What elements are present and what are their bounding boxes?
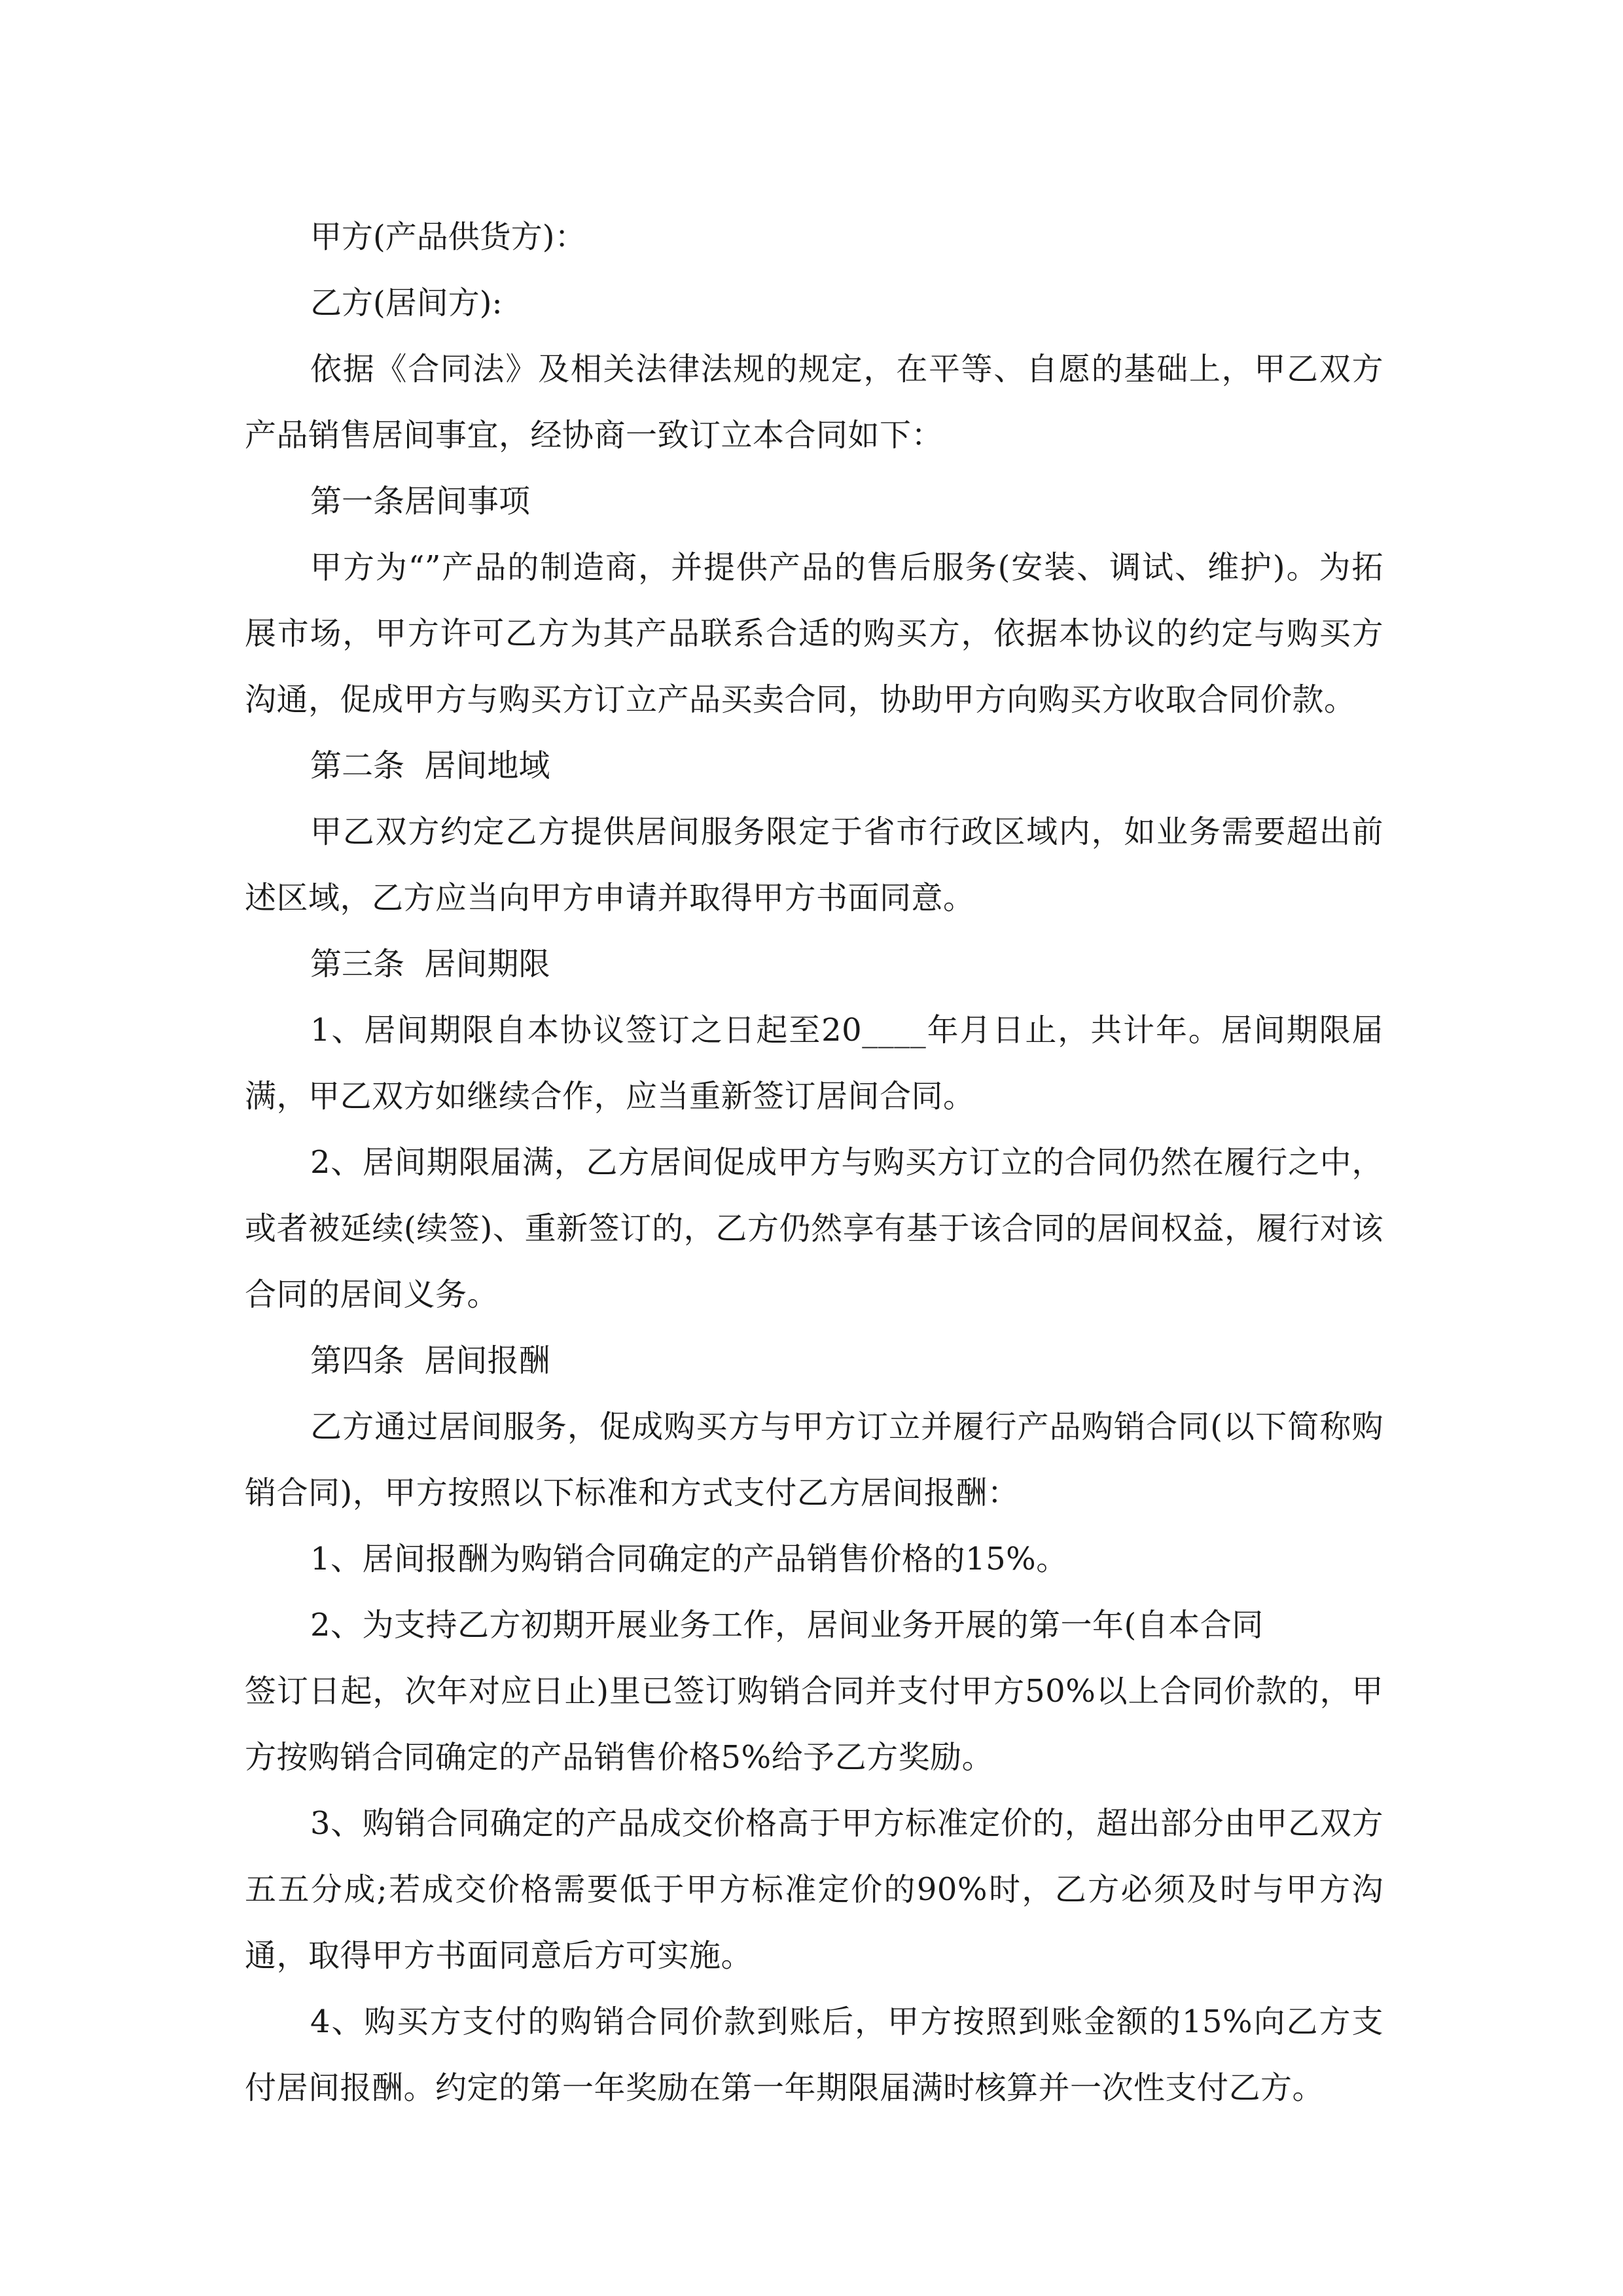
party-a-line: 甲方(产品供货方)：	[310, 219, 586, 255]
article-4-title: 第四条 居间报酬	[310, 1342, 550, 1379]
article-3-item-2: 2、居间期限届满，乙方居间促成甲方与购买方订立的合同仍然在履行之中，或者被延续(续签)、重新签订的，乙方仍然享有基于该合同的居间权益，履行对该合同的居间义务。	[245, 1144, 1383, 1313]
article-1-body: 甲方为“”产品的制造商，并提供产品的售后服务(安装、调试、维护)。为拓展市场，甲方许可乙方为其产品联系合适的购买方，依据本协议的约定与购买方沟通，促成甲方与购买方订立产品买卖合同，协助甲方向购买方收取合同价款。	[245, 549, 1383, 718]
article-4-item-1: 1、居间报酬为购销合同确定的产品销售价格的15%。	[310, 1541, 1068, 1577]
article-2-body: 甲乙双方约定乙方提供居间服务限定于省市行政区域内，如业务需要超出前述区域，乙方应当向甲方申请并取得甲方书面同意。	[245, 814, 1383, 916]
article-4-item-3: 3、购销合同确定的产品成交价格高于甲方标准定价的，超出部分由甲乙双方五五分成;若成交价格需要低于甲方标准定价的90%时，乙方必须及时与甲方沟通，取得甲方书面同意后方可实施。	[245, 1805, 1383, 1974]
party-b-line: 乙方(居间方):	[310, 285, 503, 321]
article-3-item-1: 1、居间期限自本协议签订之日起至20____年月日止，共计年。居间期限届满，甲乙双方如继续合作，应当重新签订居间合同。	[245, 1012, 1383, 1115]
document-body	[245, 204, 1383, 2121]
article-2-title: 第二条 居间地域	[310, 747, 550, 784]
article-3-title: 第三条 居间期限	[310, 946, 550, 982]
article-4-intro: 乙方通过居间服务，促成购买方与甲方订立并履行产品购销合同(以下简称购销合同)，甲方按照以下标准和方式支付乙方居间报酬：	[245, 1408, 1383, 1511]
article-4-item-2-line-2: 签订日起，次年对应日止)里已签订购销合同并支付甲方50%以上合同价款的，甲方按购销合同确定的产品销售价格5%给予乙方奖励。	[245, 1673, 1383, 1776]
article-1-title: 第一条居间事项	[310, 483, 531, 520]
article-4-item-2-line-1: 2、为支持乙方初期开展业务工作，居间业务开展的第一年(自本合同	[310, 1607, 1264, 1643]
article-4-item-4: 4、购买方支付的购销合同价款到账后，甲方按照到账金额的15%向乙方支付居间报酬。约定的第一年奖励在第一年期限届满时核算并一次性支付乙方。	[245, 2003, 1383, 2106]
intro-paragraph: 依据《合同法》及相关法律法规的规定，在平等、自愿的基础上，甲乙双方产品销售居间事宜，经协商一致订立本合同如下：	[245, 351, 1383, 454]
